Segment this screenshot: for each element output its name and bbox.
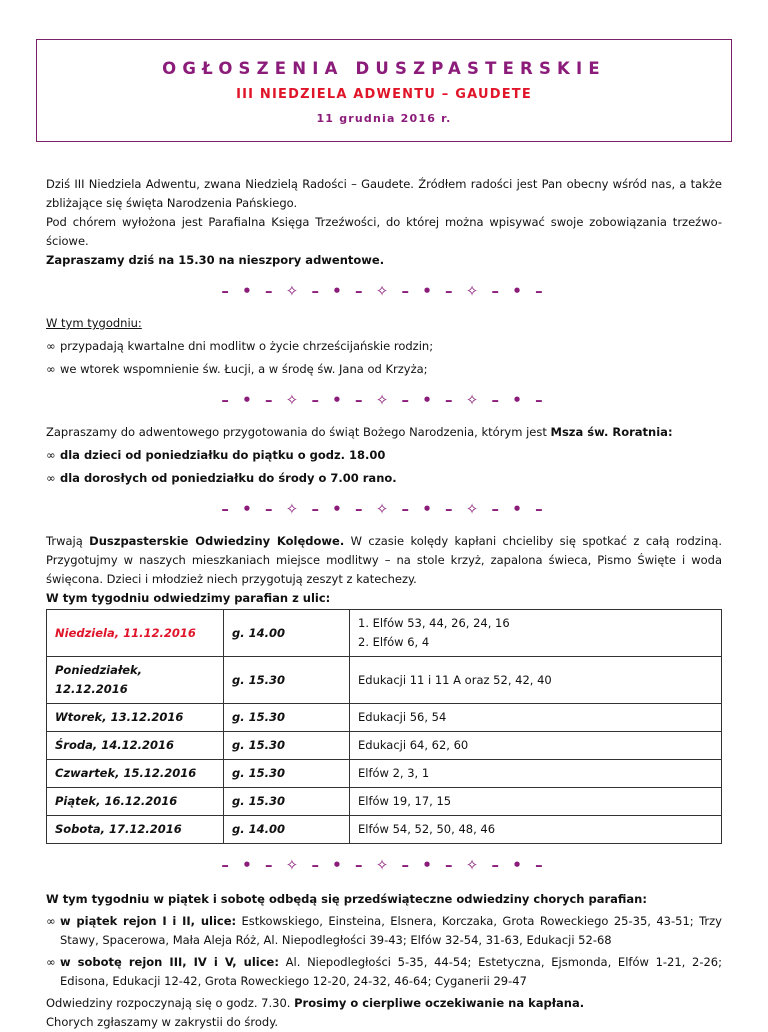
table-row: Piątek, 16.12.2016 g. 15.30 Elfów 19, 17, 15 <box>47 788 722 816</box>
list-item: ∞ przypadają kwartalne dni modlitw o życie chrześcijańskie rodzin; <box>46 337 722 356</box>
roraty-paragraph: Zapraszamy do adwentowego przygotowania do świąt Bożego Narodzenia, którym jest Msza św. Roratnia: <box>46 425 673 439</box>
table-row: Czwartek, 15.12.2016 g. 15.30 Elfów 2, 3, 1 <box>47 760 722 788</box>
sick-visits-heading: W tym tygodniu w piątek i sobotę odbędą się przedświąteczne odwiedziny chorych parafian: <box>46 892 647 906</box>
table-row: Wtorek, 13.12.2016 g. 15.30 Edukacji 56, 54 <box>47 704 722 732</box>
page-title: OGŁOSZENIA DUSZPASTERSKIE <box>162 59 606 78</box>
table-row: Środa, 14.12.2016 g. 15.30 Edukacji 64, 62, 60 <box>47 732 722 760</box>
list-item: ∞ w piątek rejon I i II, ulice: Estkowskiego, Einsteina, Elsnera, Korczaka, Grota Roweckiego 25-35, 43-51; Trzy Stawy, Spacerowa, Mała Aleja Róż, Al. Niepodległości 39-43; Elfów 32-54, 31-63, Edukacji 52-68 <box>46 912 722 950</box>
intro-paragraph-2: Pod chórem wyłożona jest Parafialna Księga Trzeźwości, do której można wpisywać swoje zobowiązania trzeźwo-ściowe. <box>46 215 722 248</box>
list-item: ∞ dla dzieci od poniedziałku do piątku o godz. 18.00 <box>46 446 722 465</box>
list-item: ∞ we wtorek wspomnienie św. Łucji, a w środę św. Jana od Krzyża; <box>46 360 722 379</box>
week-heading: W tym tygodniu: <box>46 316 142 330</box>
page-subtitle: III NIEDZIELA ADWENTU – GAUDETE <box>236 87 532 102</box>
bullet-icon: ∞ <box>46 471 56 485</box>
intro-paragraph-3: Zapraszamy dziś na 15.30 na nieszpory adwentowe. <box>46 253 385 267</box>
table-row: Niedziela, 11.12.2016 g. 14.00 1. Elfów 53, 44, 26, 24, 16 2. Elfów 6, 4 <box>47 610 722 657</box>
bullet-icon: ∞ <box>46 955 56 969</box>
bullet-icon: ∞ <box>46 362 56 376</box>
page-date: 11 grudnia 2016 r. <box>316 112 452 125</box>
sick-visits-start: Odwiedziny rozpoczynają się o godz. 7.30. Prosimy o cierpliwe oczekiwanie na kapłana. <box>46 996 585 1010</box>
announcements-body <box>46 175 722 1032</box>
list-item: ∞ dla dorosłych od poniedziałku do środy o 7.00 rano. <box>46 469 722 488</box>
table-row: Sobota, 17.12.2016 g. 14.00 Elfów 54, 52, 50, 48, 46 <box>47 816 722 844</box>
bullet-icon: ∞ <box>46 914 56 928</box>
ornament-divider: – • – ✧ – • – ✧ – • – ✧ – • – <box>221 500 547 518</box>
table-row: Poniedziałek, 12.12.2016 g. 15.30 Edukacji 11 i 11 A oraz 52, 42, 40 <box>47 657 722 704</box>
koleda-paragraph: Trwają Duszpasterskie Odwiedziny Kolędowe. W czasie kolędy kapłani chcieliby się spotkać z całą rodziną. Przygotujmy w naszych mieszkaniach miejsce modlitwy – na stole krzyż, zapalona świeca, Pismo Święte i woda święcona. Dzieci i młodzież niech przygotują zeszyt z katechezy. <box>46 534 722 586</box>
bullet-icon: ∞ <box>46 339 56 353</box>
list-item: ∞ w sobotę rejon III, IV i V, ulice: Al. Niepodległości 5-35, 44-54; Estetyczna, Ejsmonda, Elfów 1-21, 2-26; Edisona, Edukacji 12-42, Grota Roweckiego 12-20, 24-32, 46-64; Cyganerii 29-47 <box>46 953 722 991</box>
koleda-heading: W tym tygodniu odwiedzimy parafian z ulic: <box>46 591 331 605</box>
ornament-divider: – • – ✧ – • – ✧ – • – ✧ – • – <box>221 282 547 300</box>
ornament-divider: – • – ✧ – • – ✧ – • – ✧ – • – <box>221 391 547 409</box>
intro-paragraph-1: Dziś III Niedziela Adwentu, zwana Niedzielą Radości – Gaudete. Źródłem radości jest Pan obecny wśród nas, a także zbliżające się święta Narodzenia Pańskiego. <box>46 177 722 210</box>
ornament-divider: – • – ✧ – • – ✧ – • – ✧ – • – <box>221 856 547 874</box>
header-box <box>36 39 732 142</box>
bullet-icon: ∞ <box>46 448 56 462</box>
sick-visits-final: Chorych zgłaszamy w zakrystii do środy. <box>46 1015 279 1029</box>
visit-schedule-table <box>46 609 722 844</box>
